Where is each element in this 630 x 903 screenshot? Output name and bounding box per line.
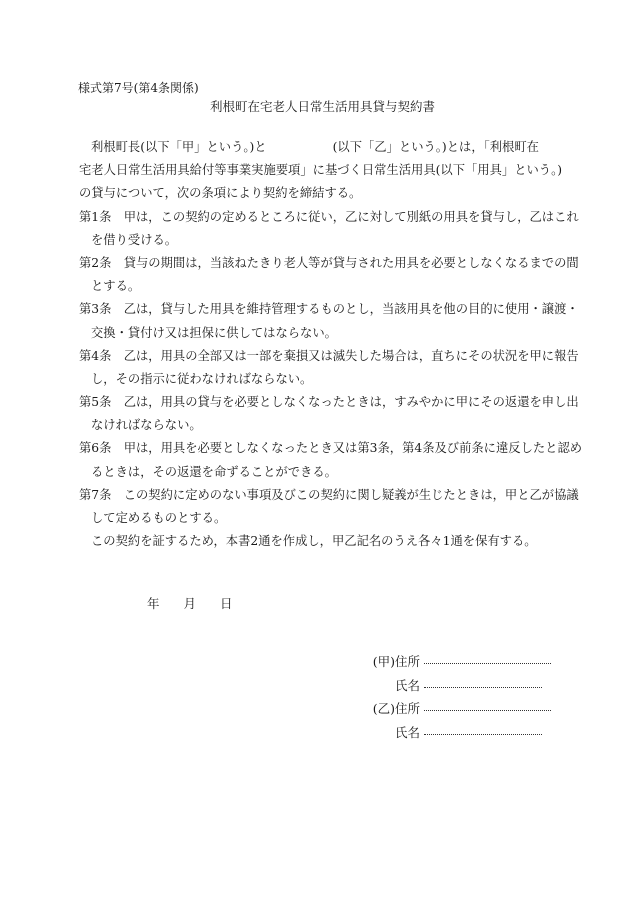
article-3-line-1: 第3条 乙は，貸与した用具を維持管理するものとし，当該用具を他の目的に使用・譲渡・ [79,302,579,317]
contract-body [79,136,583,553]
article-1-line-2: を借り受ける。 [91,232,178,247]
article-4-line-1: 第4条 乙は，用具の全部又は一部を棄損又は滅失した場合は，直ちにその状況を甲に報告 [79,348,579,363]
form-number: 様式第7号(第4条関係) [78,81,199,95]
party-b-name-field[interactable] [424,734,542,735]
signature-block [364,650,564,744]
party-a-name-row [364,674,564,698]
party-a-name-label: 氏名 [394,677,420,693]
party-b-address-label: (乙)住所 [372,701,420,716]
party-a-address-label: (甲)住所 [372,654,420,669]
intro-party-a: 利根町長(以下「甲」という。)と [91,140,267,154]
closing-statement: この契約を証するため，本書2通を作成し，甲乙記名のうえ各々1通を保有する。 [91,534,537,549]
article-1-line-1: 第1条 甲は，この契約の定めるところに従い，乙に対して別紙の用具を貸与し，乙はこれ [79,209,579,224]
party-a-address-field[interactable] [424,663,551,664]
intro-line-2: 宅老人日常生活用具給付等事業実施要項」に基づく日常生活用具(以下「用具」という。) [79,163,563,178]
article-7-line-2: して定めるものとする。 [91,511,227,525]
date-month: 月 [183,596,197,611]
article-4-line-2: し，その指示に従わなければならない。 [91,371,313,386]
article-7-line-1: 第7条 この契約に定めのない事項及びこの契約に関し疑義が生じたときは，甲と乙が協議 [79,487,579,502]
party-b-name-row [364,721,564,745]
document-title: 利根町在宅老人日常生活用具貸与契約書 [210,99,436,114]
intro-line-3: の貸与について，次の条項により契約を締結する。 [79,186,362,201]
date-day: 日 [220,596,233,611]
date-line [147,594,233,612]
party-b-address-field[interactable] [424,710,551,711]
article-2-line-1: 第2条 貸与の期間は，当該ねたきり老人等が貸与された用具を必要としなくなるまでの間 [79,255,579,270]
party-b-address-row [364,697,564,721]
party-b-name-label: 氏名 [394,724,420,740]
article-6-line-1: 第6条 甲は，用具を必要としなくなったとき又は第3条，第4条及び前条に違反したと認め [79,441,583,456]
article-6-line-2: るときは，その返還を命ずることができる。 [91,464,337,479]
party-a-address-row [364,650,564,674]
intro-line-1 [79,136,553,159]
date-year: 年 [147,596,160,611]
article-5-line-1: 第5条 乙は，用具の貸与を必要としなくなったときは，すみやかに甲にその返還を申し出 [79,395,579,410]
party-a-name-field[interactable] [424,687,542,688]
article-3-line-2: 交換・貸付け又は担保に供してはならない。 [91,325,337,340]
intro-party-b: (以下「乙」という。)とは，「利根町在 [332,140,539,154]
article-2-line-2: とする。 [91,279,141,294]
article-5-line-2: なければならない。 [91,418,202,433]
